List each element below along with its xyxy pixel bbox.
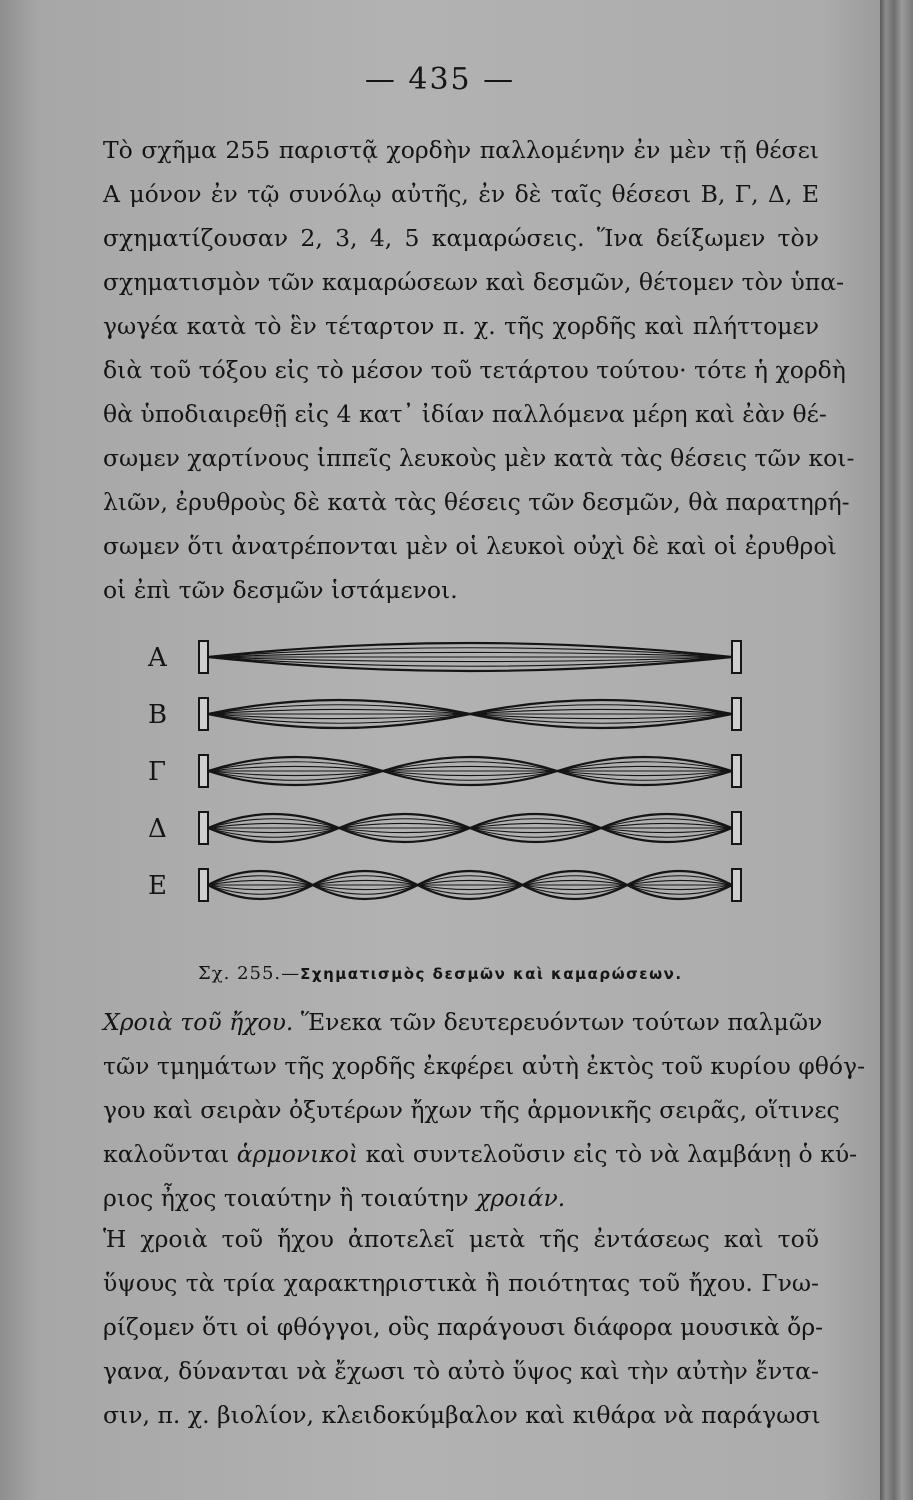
- clamp-right: [732, 812, 741, 844]
- row-label: E: [148, 871, 167, 901]
- clamp-left: [199, 641, 208, 673]
- caption-number: Σχ. 255.—: [198, 963, 301, 984]
- page-edge: [880, 0, 913, 1500]
- text-run: ριος ἦχος τοιαύτην ἢ τοιαύτην: [103, 1184, 477, 1212]
- text-line: τῶν τμημάτων τῆς χορδῆς ἐκφέρει αὐτὴ ἐκτὸς τοῦ κυρίου φθόγ-: [103, 1052, 866, 1080]
- string-envelope: [208, 652, 732, 657]
- text-line: [103, 1000, 823, 1044]
- text-line: διὰ τοῦ τόξου εἰς τὸ μέσον τοῦ τετάρτου τούτου· τότε ἡ χορδὴ: [103, 356, 846, 384]
- row-label: Γ: [148, 757, 167, 787]
- text-line: [103, 1176, 819, 1220]
- text-line: [103, 1132, 858, 1176]
- text-line: θὰ ὑποδιαιρεθῇ εἰς 4 κατ᾽ ἰδίαν παλλόμενα μέρη καὶ ἐὰν θέ-: [103, 400, 827, 428]
- text-line: γου καὶ σειρὰν ὀξυτέρων ἤχων τῆς ἁρμονικῆς σειρᾶς, οἵτινες: [103, 1096, 840, 1124]
- italic-term: χροιάν.: [476, 1184, 566, 1212]
- paragraph-3: [103, 1217, 824, 1437]
- clamp-right: [732, 755, 741, 787]
- text-line: λιῶν, ἐρυθροὺς δὲ κατὰ τὰς θέσεις τῶν δεσμῶν, θὰ παρατηρή-: [103, 488, 850, 516]
- text-line: οἱ ἐπὶ τῶν δεσμῶν ἱστάμενοι.: [103, 576, 458, 604]
- clamp-right: [732, 641, 741, 673]
- text-line: Ἡ χροιὰ τοῦ ἤχου ἀποτελεῖ μετὰ τῆς ἐντάσεως καὶ τοῦ: [103, 1225, 819, 1253]
- figure-caption: [198, 963, 798, 984]
- text-line: σχηματισμὸν τῶν καμαρώσεων καὶ δεσμῶν, θέτομεν τὸν ὑπα-: [103, 268, 845, 296]
- row-label: A: [148, 643, 167, 673]
- paragraph-2: [103, 1000, 866, 1220]
- clamp-left: [199, 698, 208, 730]
- page-number: — 435 —: [364, 62, 516, 97]
- text-run: Ἕνεκα τῶν δευτερευόντων τούτων παλμῶν: [293, 1008, 823, 1036]
- text-line: σιν, π. χ. βιολίον, κλειδοκύμβαλον καὶ κιθάρα νὰ παράγωσι: [103, 1401, 821, 1429]
- string-vibration-figure: [140, 625, 760, 925]
- text-line: Α μόνον ἐν τῷ συνόλῳ αὐτῆς, ἐν δὲ ταῖς θέσεσι Β, Γ, Δ, Ε: [103, 180, 819, 208]
- caption-title: Σχηματισμὸς δεσμῶν καὶ καμαρώσεων.: [300, 965, 683, 983]
- text-line: σχηματίζουσαν 2, 3, 4, 5 καμαρώσεις. Ἵνα δείξωμεν τὸν: [103, 224, 819, 252]
- row-label: Δ: [148, 814, 167, 844]
- clamp-left: [199, 755, 208, 787]
- paragraph-1: [103, 128, 855, 612]
- text-line: Τὸ σχῆμα 255 παριστᾷ χορδὴν παλλομένην ἐν μὲν τῇ θέσει: [103, 136, 819, 164]
- section-heading: Χροιὰ τοῦ ἤχου.: [103, 1008, 294, 1036]
- text-line: γανα, δύνανται νὰ ἔχωσι τὸ αὐτὸ ὕψος καὶ τὴν αὐτὴν ἔντα-: [103, 1357, 819, 1385]
- text-line: σωμεν χαρτίνους ἱππεῖς λευκοὺς μὲν κατὰ τὰς θέσεις τῶν κοι-: [103, 444, 855, 472]
- clamp-left: [199, 812, 208, 844]
- text-line: σωμεν ὅτι ἀνατρέπονται μὲν οἱ λευκοὶ οὐχὶ δὲ καὶ οἱ ἐρυθροὶ: [103, 532, 837, 560]
- italic-term: ἁρμονικοὶ: [236, 1140, 359, 1168]
- row-label: B: [148, 700, 168, 730]
- clamp-right: [732, 869, 741, 901]
- clamp-left: [199, 869, 208, 901]
- text-line: γωγέα κατὰ τὸ ἓν τέταρτον π. χ. τῆς χορδῆς καὶ πλήττομεν: [103, 312, 819, 340]
- text-line: ρίζομεν ὅτι οἱ φθόγγοι, οὓς παράγουσι διάφορα μουσικὰ ὄρ-: [103, 1313, 824, 1341]
- string-envelope: [208, 657, 732, 662]
- text-line: ὕψους τὰ τρία χαρακτηριστικὰ ἢ ποιότητας τοῦ ἤχου. Γνω-: [103, 1269, 819, 1297]
- text-run: καλοῦνται: [103, 1140, 237, 1168]
- text-run: καὶ συντελοῦσιν εἰς τὸ νὰ λαμβάνῃ ὁ κύ-: [358, 1140, 858, 1168]
- clamp-right: [732, 698, 741, 730]
